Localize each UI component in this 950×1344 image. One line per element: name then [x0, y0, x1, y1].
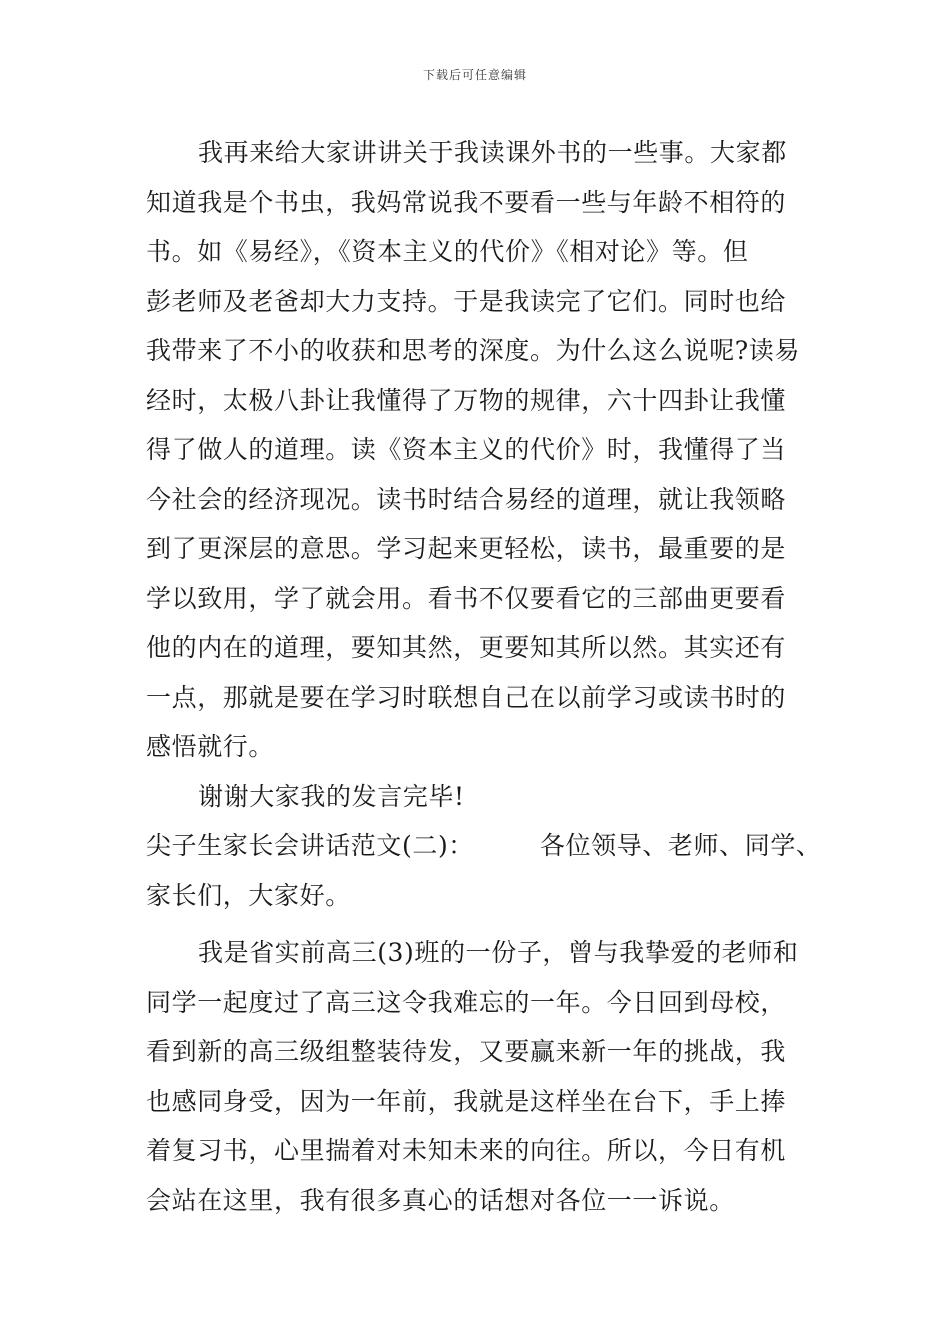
paragraph-introduction	[146, 928, 811, 1225]
text-line: 一点，那就是要在学习时联想自己在以前学习或读书时的	[146, 682, 787, 712]
text-line: 会站在这里，我有很多真心的话想对各位一一诉说。	[146, 1185, 735, 1215]
text-line: 我是省实前高三(3)班的一份子，曾与我挚爱的老师和	[198, 938, 799, 967]
text-line: 着复习书，心里揣着对未知未来的向往。所以，今日有机	[146, 1136, 787, 1165]
paragraph-reading-books	[146, 128, 811, 772]
text-line: 看到新的高三级组整装待发，又要赢来新一年的挑战，我	[146, 1037, 787, 1066]
greeting-end: 家长们，大家好。	[146, 880, 351, 910]
text-line: 彭老师及老爸却大力支持。于是我读完了它们。同时也给	[146, 286, 787, 316]
document-body	[146, 128, 822, 1225]
text-line: 知道我是个书虫，我妈常说我不要看一些与年龄不相符的	[146, 187, 787, 217]
text-line: 到了更深层的意思。学习起来更轻松，读书，最重要的是	[146, 534, 787, 563]
text-line: 今社会的经济现况。读书时结合易经的道理，就让我领略	[146, 484, 787, 514]
page-header: 下载后可任意编辑	[422, 68, 527, 82]
text-line: 我再来给大家讲讲关于我读课外书的一些事。大家都	[198, 138, 787, 167]
text-line: 经时，太极八卦让我懂得了万物的规律，六十四卦让我懂	[146, 385, 787, 415]
paragraph-closing	[146, 772, 811, 822]
text-line: 他的内在的道理，要知其然，更要知其所以然。其实还有	[146, 633, 787, 662]
text-line: 谢谢大家我的发言完毕!	[198, 781, 465, 811]
text-line: 书。如《易经》，《资本主义的代价》《相对论》等。但	[146, 237, 749, 266]
text-line: 学以致用，学了就会用。看书不仅要看它的三部曲更要看	[146, 583, 787, 613]
text-line: 得了做人的道理。读《资本主义的代价》时，我懂得了当	[146, 435, 787, 464]
paragraph-speech-title	[146, 821, 822, 920]
text-line: 也感同身受，因为一年前，我就是这样坐在台下，手上捧	[146, 1086, 787, 1116]
speech-title-line	[146, 821, 822, 871]
text-line: 我带来了不小的收获和思考的深度。为什么这么说呢?读易	[146, 336, 801, 365]
greeting-start: 各位领导、老师、同学、	[539, 831, 822, 860]
text-line: 同学一起度过了高三这令我难忘的一年。今日回到母校，	[146, 987, 787, 1017]
text-line: 感悟就行。	[146, 732, 275, 761]
speech-title: 尖子生家长会讲话范文(二)：	[146, 831, 474, 860]
